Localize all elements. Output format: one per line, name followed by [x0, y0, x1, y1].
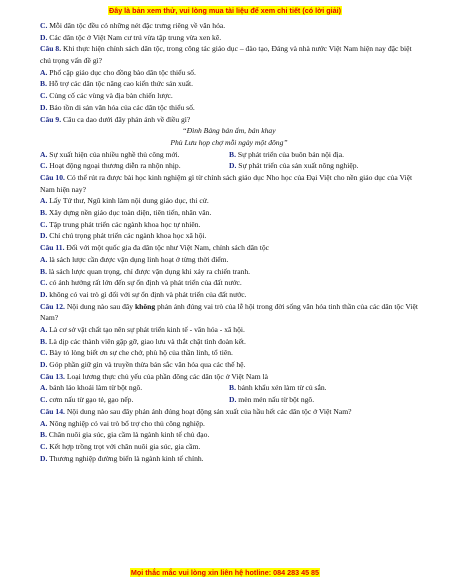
preview-notice-banner: [0, 6, 450, 15]
option-label: C.: [40, 161, 48, 171]
folk-verse-line: Phù Lưu họp chợ mỗi ngày một đông”: [170, 137, 288, 147]
question-number: Câu 11.: [40, 243, 65, 253]
option-text: cơm nấu từ gạo tẻ, gạo nếp.: [49, 395, 134, 405]
answer-option: [40, 418, 418, 430]
answer-option: [229, 160, 418, 172]
question-body: Đối với một quốc gia đa dân tộc như Việt Nam, chính sách dân tộc: [66, 243, 269, 253]
question-body: Nội dung nào sau đây phản ánh đúng hoạt động sản xuất của hầu hết các dân tộc ở Việt Nam?: [66, 406, 352, 416]
question-body: Câu ca dao dưới đây phản ánh về điều gì?: [63, 114, 191, 124]
answer-option: [40, 207, 418, 219]
question-number: Câu 8.: [40, 44, 62, 54]
option-label: B.: [229, 149, 236, 159]
option-text: Là cơ sở vật chất tạo nên sự phát triển kinh tế - văn hóa - xã hội.: [49, 325, 245, 334]
answer-option: [40, 78, 418, 90]
option-label: B.: [40, 266, 47, 276]
question-body: Khi thực hiện chính sách dân tộc, trong công tác giáo dục – đào tạo, Đảng và nhà nước Việt Nam hiện nay đặc biệt chú trọng vấn đề gì?: [40, 44, 412, 66]
answer-option: [40, 32, 418, 44]
answer-option: [40, 289, 418, 301]
answer-option: [40, 429, 418, 441]
answer-option: [40, 149, 229, 161]
option-text: Phổ cập giáo dục cho đồng bào dân tộc thiểu số.: [49, 67, 196, 77]
option-label: B.: [40, 208, 47, 218]
option-label: D.: [40, 102, 48, 112]
answer-option: [40, 394, 229, 406]
option-text: không có vai trò gì đối với sự ổn định và phát triển của đất nước.: [49, 289, 247, 299]
option-text: bánh láo khoái làm từ bột ngô.: [49, 383, 143, 393]
option-text: Góp phần giữ gìn và truyền thừa bản sắc văn hóa qua các thế hệ.: [49, 360, 246, 370]
answer-option: [40, 67, 418, 79]
question-body: Có thể rút ra được bài học kinh nghiệm gì từ chính sách giáo dục Nho học của Đại Việt cho nền giáo dục của Việt Nam hiện nay?: [40, 172, 413, 194]
option-text: Là dịp các thành viên gặp gỡ, giao lưu và thắt chặt tình đoàn kết.: [48, 336, 246, 346]
answer-option: [40, 254, 418, 266]
option-text: là sách lược cần được vận dụng linh hoạt ở từng thời điểm.: [49, 254, 229, 264]
option-label: D.: [229, 395, 237, 405]
answer-option: [40, 90, 418, 102]
option-label: D.: [40, 231, 48, 241]
option-label: B.: [40, 430, 47, 440]
option-label: A.: [40, 325, 48, 334]
answer-option: [40, 219, 418, 231]
option-label: C.: [40, 21, 48, 30]
question-emphasis: không: [134, 301, 156, 311]
option-label: D.: [40, 32, 48, 42]
question-text: [40, 43, 418, 66]
question-text-part: Nội dung nào sau đây: [66, 301, 135, 311]
question-text: [40, 371, 418, 383]
answer-option: [40, 359, 418, 371]
question-number: Câu 13.: [40, 371, 65, 381]
option-text: Củng cố các vùng và địa bàn chiến lược.: [49, 91, 173, 101]
hotline-banner: [0, 568, 450, 577]
option-text: Chăn nuôi gia súc, gia cầm là ngành kinh tế chủ đạo.: [48, 430, 210, 440]
question-number: Câu 10.: [40, 172, 65, 182]
option-text: Xây dựng nền giáo dục toàn diện, tiên tiến, nhân văn.: [48, 208, 212, 218]
answer-option: [40, 230, 418, 242]
option-text: Chỉ chú trọng phát triển các ngành khoa học xã hội.: [49, 231, 207, 241]
question-text: [40, 242, 418, 254]
option-text: Tập trung phát triển các ngành khoa học tự nhiên.: [49, 219, 201, 229]
answer-option: [40, 20, 418, 32]
option-label: D.: [40, 453, 48, 463]
option-text: Hỗ trợ các dân tộc nâng cao kiến thức sản xuất.: [48, 79, 194, 89]
answer-pair-row: [40, 382, 418, 394]
answer-option: [40, 160, 229, 172]
option-label: D.: [40, 360, 48, 370]
option-label: A.: [40, 254, 48, 264]
option-label: C.: [40, 395, 48, 405]
option-label: B.: [229, 383, 236, 393]
option-text: Kết hợp trồng trọt với chăn nuôi gia súc, gia cầm.: [49, 441, 201, 451]
option-label: A.: [40, 196, 48, 206]
option-text: Sự xuất hiện của nhiều nghề thủ công mới.: [49, 149, 180, 159]
question-text-part: phản ánh đúng vai trò của lễ hội trong đời sống văn hóa tinh thần của các dân tộc Việt Nam?: [40, 301, 418, 323]
option-label: A.: [40, 383, 48, 393]
option-text: Các dân tộc ở Việt Nam cư trú vừa tập trung vừa xen kẽ.: [49, 32, 222, 42]
option-text: Bày tỏ lòng biết ơn sự che chở, phù hộ của thần linh, tổ tiên.: [49, 348, 233, 358]
answer-option: [40, 347, 418, 359]
answer-option: [229, 149, 418, 161]
option-label: C.: [40, 219, 48, 229]
option-text: Sự phát triển của sản xuất nông nghiệp.: [238, 161, 359, 171]
option-label: C.: [40, 278, 48, 288]
answer-option: [40, 453, 418, 465]
option-label: C.: [40, 348, 48, 358]
question-text: [40, 406, 418, 418]
answer-option: [40, 441, 418, 453]
answer-option: [40, 277, 418, 289]
option-text: Hoạt động ngoại thương diễn ra nhộn nhịp.: [49, 161, 181, 171]
answer-pair-row: [40, 394, 418, 406]
option-label: A.: [40, 418, 48, 428]
answer-option: [229, 394, 418, 406]
option-label: B.: [40, 336, 47, 346]
option-label: D.: [40, 289, 48, 299]
question-text: [40, 301, 418, 324]
hotline-text: Mọi thắc mắc vui lòng xin liên hệ hotline: 084 283 45 85: [130, 568, 320, 577]
option-text: có ảnh hưởng rất lớn đến sự ổn định và phát triển của đất nước.: [49, 278, 242, 288]
option-label: C.: [40, 91, 48, 101]
question-number: Câu 9.: [40, 114, 62, 124]
option-text: Nông nghiệp có vai trò bổ trợ cho thủ công nghiệp.: [49, 418, 205, 428]
option-label: C.: [40, 441, 48, 451]
option-label: D.: [229, 161, 237, 171]
option-text: Thương nghiệp đường biển là ngành kinh tế chính.: [49, 453, 204, 463]
answer-option: [40, 266, 418, 278]
document-body: [40, 20, 418, 464]
answer-pair-row: [40, 149, 418, 161]
option-text: Bảo tồn di sản văn hóa của các dân tộc thiểu số.: [49, 102, 195, 112]
option-label: A.: [40, 149, 48, 159]
question-text: [40, 172, 418, 195]
answer-option: [40, 336, 418, 348]
option-text: là sách lược quan trọng, chỉ được vận dụng khi xảy ra chiến tranh.: [48, 266, 251, 276]
option-text: mèn mén nấu từ bột ngô.: [238, 395, 315, 405]
question-text: [40, 114, 418, 126]
option-text: Lấy Tứ thư, Ngũ kinh làm nội dung giáo dục, thi cử.: [49, 196, 209, 206]
answer-option: [40, 324, 418, 336]
option-text: bánh khẩu xén làm từ củ sắn.: [237, 383, 327, 393]
option-text: Mỗi dân tộc đều có những nét đặc trưng riêng về văn hóa.: [49, 21, 226, 30]
option-label: A.: [40, 67, 48, 77]
answer-pair-row: [40, 160, 418, 172]
option-text: Sự phát triển của buôn bán nội địa.: [237, 149, 345, 159]
option-label: B.: [40, 79, 47, 89]
question-number: Câu 12.: [40, 301, 65, 311]
answer-option: [229, 382, 418, 394]
answer-option: [40, 195, 418, 207]
preview-notice-text: Đây là bản xem thử, vui lòng mua tài liệu để xem chi tiết (có lời giải): [109, 6, 341, 15]
answer-option: [40, 382, 229, 394]
question-number: Câu 14.: [40, 406, 65, 416]
question-body: Loại lương thực chủ yếu của phần đông các dân tộc ở Việt Nam là: [66, 371, 269, 381]
answer-option: [40, 102, 418, 114]
folk-verse-line: “Đình Bảng bán ấm, bán khay: [182, 126, 276, 136]
